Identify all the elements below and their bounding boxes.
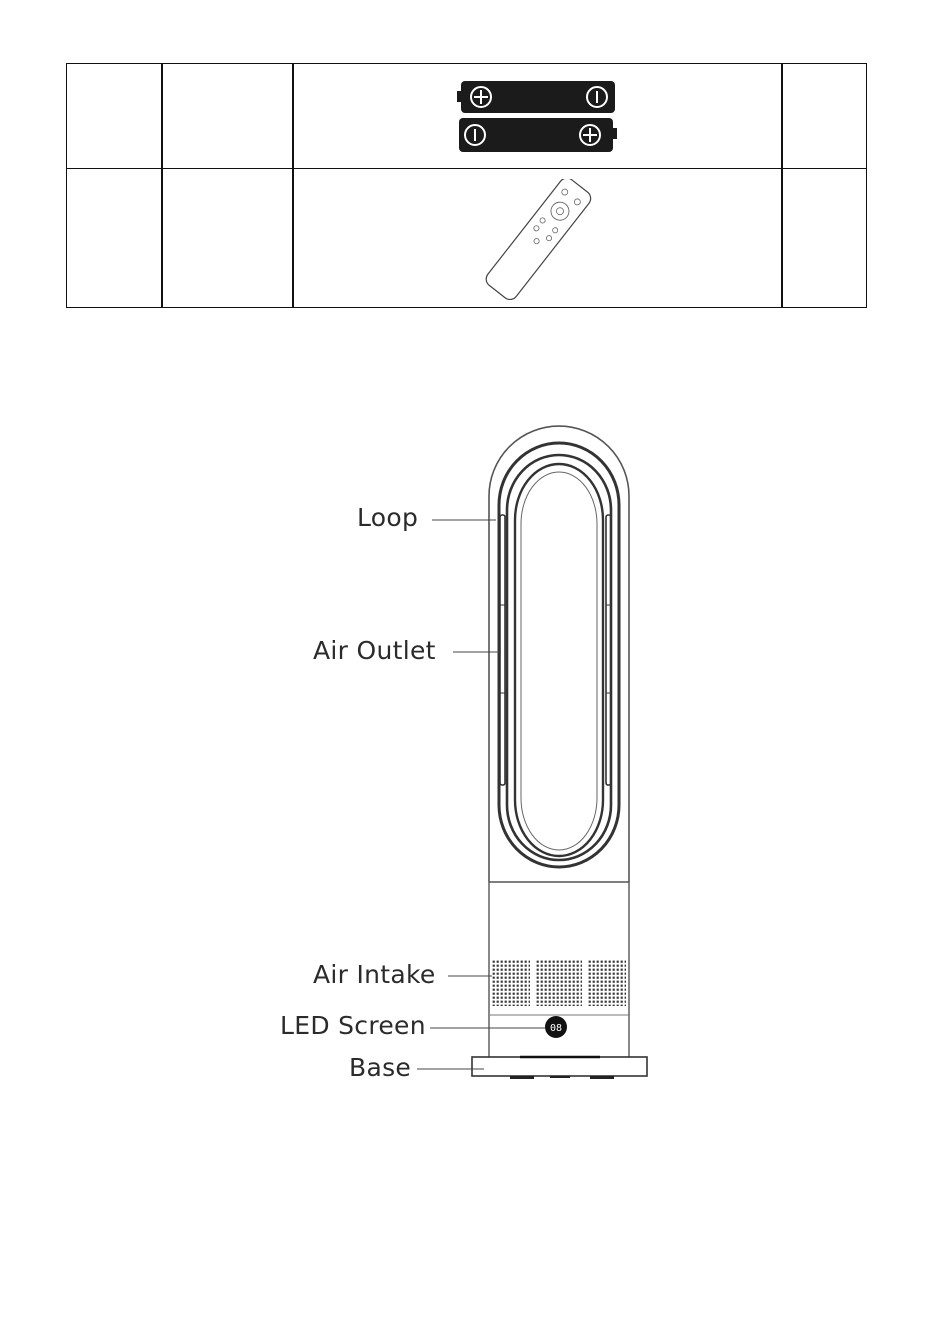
air-intake-grill — [588, 960, 626, 1006]
air-intake-grill — [492, 960, 530, 1006]
label-led-screen: LED Screen — [280, 1011, 426, 1040]
air-outlet-slot — [500, 515, 505, 785]
led-readout: 08 — [549, 1023, 563, 1034]
label-air-outlet: Air Outlet — [313, 636, 436, 665]
air-outlet-slot — [606, 515, 611, 785]
loop-opening — [515, 464, 603, 856]
base — [472, 1057, 647, 1076]
label-air-intake: Air Intake — [313, 960, 436, 989]
label-base: Base — [349, 1053, 412, 1082]
label-loop: Loop — [357, 503, 419, 532]
air-intake-grill — [536, 960, 582, 1006]
